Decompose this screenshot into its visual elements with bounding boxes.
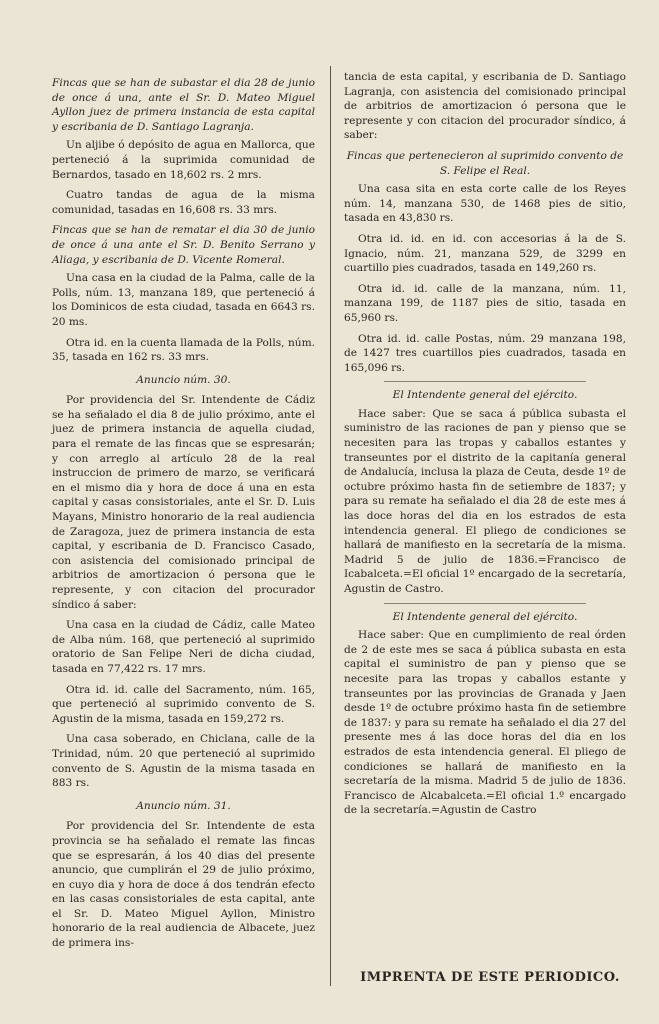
entry-calle-reyes: Una casa sita en esta corte calle de los Reyes núm. 14, manzana 530, de 1468 pies de sitio, tasada en 43,830 rs. xyxy=(344,183,626,225)
section-divider xyxy=(384,603,586,604)
auction-heading-28-junio: Fincas que se han de subastar el dia 28 de junio de once á una, ante el Sr. D. Mateo Miguel Ayllon juez de primera instancia de esta capital y escribania de D. Santiago Lagranja. xyxy=(52,77,315,133)
intendente-text-1: Hace saber: Que se saca á pública subasta el suministro de las raciones de pan y pienso que se necesiten para las tropas y caballos estantes y transeuntes por el distrito de la capitanía general de Andalucía, inclusa la plaza de Ceuta, desde 1º de octubre próximo hasta fin de setiembre de 1837; y para su remate ha señalado el dia 28 de este mes á las doce horas del dia en los estrados de esta intendencia general. El pliego de condiciones se hallará de manifiesto en la secretaría de la misma. Madrid 5 de julio de 1836.=Francisco de Icabalceta.=El oficial 1º encargado de la secretaría, Agustin de Castro. xyxy=(344,407,626,595)
entry-cuenta-polls: Otra id. en la cuenta llamada de la Polls, núm. 35, tasada en 162 rs. 33 mrs. xyxy=(52,336,315,364)
section-divider xyxy=(384,381,586,382)
anuncio-30-paragraph: Por providencia del Sr. Intendente de Cádiz se ha señalado el dia 8 de julio próximo, ante el juez de primera instancia de aquella ciudad, para el remate de las fincas que se espresarán; y con arreglo al artículo 28 de la real instruccion de primero de marzo, se verificará en el mismo dia y hora de doce á una en esta capital y casas consistoriales, ante el Sr. D. Luis Mayans, Ministro honorario de la real audiencia de Zaragoza, juez de primera instancia de esta capital, y escribania de D. Francisco Casado, con asistencia del comisionado principal de arbitrios de amortizacion ó persona que le represente, y con citacion del procurador síndico á saber: xyxy=(52,394,315,611)
auction-heading-30-junio: Fincas que se han de rematar el dia 30 de junio de once á una ante el Sr. D. Benito Serrano y Aliaga, y escribania de D. Vicente Romeral. xyxy=(52,224,315,266)
entry-casa-palma: Una casa en la ciudad de la Palma, calle de la Polls, núm. 13, manzana 189, que perteneció á los Dominicos de esta ciudad, tasada en 6643 rs. 20 ms. xyxy=(52,272,315,328)
anuncio-31-heading: Anuncio núm. 31. xyxy=(136,799,231,812)
entry-sacramento: Otra id. id. calle del Sacramento, núm. 165, que perteneció al suprimido convento de S. Agustin de la misma, tasada en 159,272 rs. xyxy=(52,683,315,725)
felipe-real-heading: Fincas que pertenecieron al suprimido convento de S. Felipe el Real. xyxy=(346,149,624,177)
entry-calle-postas: Otra id. id. calle Postas, núm. 29 manzana 198, de 1427 tres cuartillos pies cuadrados, tasada en 165,096 rs. xyxy=(344,332,626,374)
entry-san-ignacio: Otra id. id. en id. con accesorias á la de S. Ignacio, núm. 21, manzana 529, de 3299 en cuartillo pies cuadrados, tasada en 149,260 rs. xyxy=(344,232,626,275)
entry-casa-cadiz: Una casa en la ciudad de Cádiz, calle Mateo de Alba núm. 168, que perteneció al suprimido oratorio de San Felipe Neri de dicha ciudad, tasada en 77,422 rs. 17 mrs. xyxy=(52,619,315,675)
entry-chiclana: Una casa soberado, en Chiclana, calle de la Trinidad, núm. 20 que perteneció al suprimido convento de S. Agustin de la misma tasada en 883 rs. xyxy=(52,733,315,790)
continuation-paragraph: tancia de esta capital, y escribania de D. Santiago Lagranja, con asistencia del comisionado principal de arbitrios de amortizacion ó persona que le represente y con citacion del procurador síndico, á saber: xyxy=(344,71,626,142)
intendente-heading-2: El Intendente general del ejército. xyxy=(392,610,578,623)
column-divider-rule xyxy=(330,66,331,986)
right-column xyxy=(344,70,626,824)
imprint-footer: IMPRENTA DE ESTE PERIODICO. xyxy=(360,970,620,985)
entry-tandas-agua: Cuatro tandas de agua de la misma comunidad, tasadas en 16,608 rs. 33 mrs. xyxy=(52,189,315,216)
entry-aljibe: Un aljibe ó depósito de agua en Mallorca, que perteneció á la suprimida comunidad de Bernardos, tasado en 18,602 rs. 2 mrs. xyxy=(52,139,315,181)
left-column xyxy=(52,70,315,957)
entry-manzana-11: Otra id. id. calle de la manzana, núm. 11, manzana 199, de 1187 pies de sitio, tasada en 65,960 rs. xyxy=(344,282,626,324)
intendente-heading-1: El Intendente general del ejército. xyxy=(392,389,578,402)
anuncio-30-heading: Anuncio núm. 30. xyxy=(136,373,231,386)
anuncio-31-paragraph: Por providencia del Sr. Intendente de esta provincia se ha señalado el remate las fincas que se espresarán, á los 40 dias del presente anuncio, que cumplirán el 29 de julio próximo, en cuyo dia y hora de doce á dos tendrán efecto en las casas consistoriales de esta capital, ante el Sr. D. Mateo Miguel Ayllon, Ministro honorario de la real audiencia de Albacete, juez de primera ins- xyxy=(52,820,315,950)
intendente-text-2: Hace saber: Que en cumplimiento de real órden de 2 de este mes se saca á pública subasta en esta capital el suministro de pan y pienso que se necesite para las tropas y caballos estante y transeuntes por las provincias de Granada y Jaen desde 1º de octubre próximo hasta fin de setiembre de 1837: y para su remate ha señalado el dia 27 del presente mes á las doce horas del dia en los estrados de esta intendencia general. El pliego de condiciones se hallará de manifiesto en la secretaría de la misma. Madrid 5 de julio de 1836. Francisco de Alcabalceta.=El oficial 1.º encargado de la secretaría.=Agustin de Castro xyxy=(344,629,626,817)
